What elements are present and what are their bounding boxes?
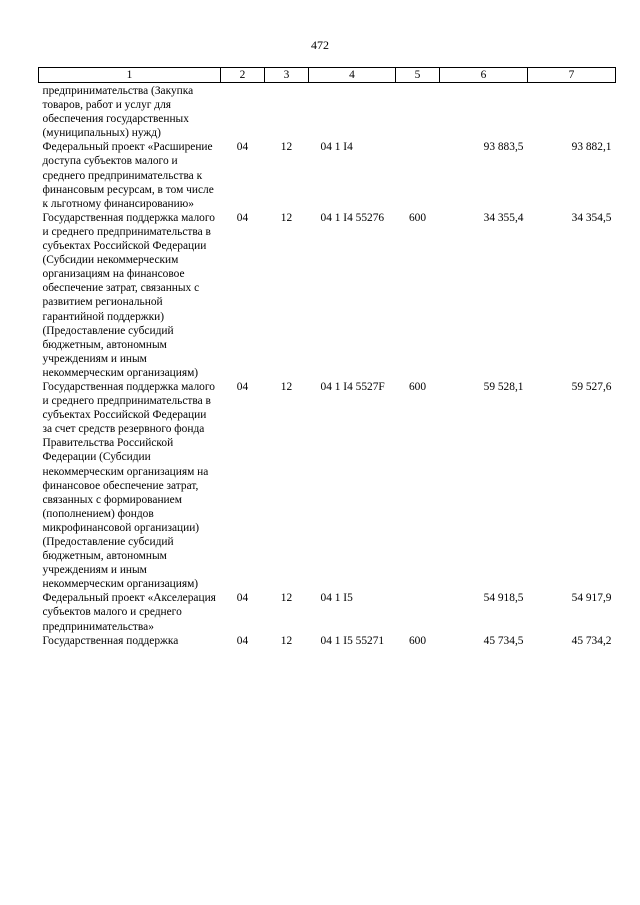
row-amount-actual [528,83,616,141]
row-section: 04 [236,634,249,647]
row-target-article: 04 1 I5 55271 [320,634,385,647]
row-name: Государственная поддержка малого и среднего предпринимательства в субъектах Российской Федерации (Субсидии некоммерческим организациям на финансовое обеспечение затрат, связанных с развитием региональной гарантийной поддержки) (Предоставление субсидий бюджетным, автономным учреждениям и иным некоммерческим организациям) [42,211,215,379]
row-amount-actual: 93 882,1 [571,141,612,154]
table-header-row [39,68,616,83]
row-name: Государственная поддержка [42,634,179,647]
row-name: предпринимательства (Закупка товаров, работ и услуг для обеспечения государственных (муниципальных) нужд) [42,85,194,140]
row-section: 04 [236,380,249,393]
row-name: Федеральный проект «Акселерация субъектов малого и среднего предпринимательства» [42,592,216,633]
column-header: 5 [396,68,440,83]
column-header: 6 [440,68,528,83]
table-row [39,380,616,591]
row-expense-type [396,83,440,141]
table-row [39,83,616,141]
row-amount-plan: 45 734,5 [483,634,524,647]
row-expense-type [396,591,440,633]
row-amount-plan: 93 883,5 [483,141,524,154]
row-subsection: 12 [280,592,293,605]
column-header: 7 [528,68,616,83]
row-subsection: 12 [280,141,293,154]
row-subsection: 12 [280,634,293,647]
row-target-article: 04 1 I4 5527F [320,380,385,393]
row-section [221,83,265,141]
budget-table [38,67,616,648]
row-expense-type [396,140,440,210]
row-amount-actual: 54 917,9 [571,592,612,605]
row-subsection: 12 [280,211,293,224]
table-row [39,140,616,210]
row-amount-actual: 59 527,6 [571,380,612,393]
row-section: 04 [236,592,249,605]
row-section: 04 [236,211,249,224]
row-target-article: 04 1 I5 [320,592,353,605]
row-target-article: 04 1 I4 [320,141,353,154]
row-name: Федеральный проект «Расширение доступа субъектов малого и среднего предпринимательства к финансовым ресурсам, в том числе к льготному финансированию» [42,141,214,210]
row-amount-plan: 59 528,1 [483,380,524,393]
row-target-article [309,83,396,141]
table-row [39,211,616,380]
table-row [39,634,616,648]
row-amount-actual: 34 354,5 [571,211,612,224]
column-header: 2 [221,68,265,83]
row-amount-plan: 34 355,4 [483,211,524,224]
row-expense-type: 600 [408,380,427,393]
row-name: Государственная поддержка малого и среднего предпринимательства в субъектах Российской Федерации за счет средств резервного фонда Правительства Российской Федерации (Субсидии некоммерческим организациям на финансовое обеспечение затрат, связанных с формированием (пополнением) фондов микрофинансовой организации) (Предоставление субсидий бюджетным, автономным учреждениям и иным некоммерческим организациям) [42,380,215,591]
column-header: 1 [39,68,221,83]
row-subsection: 12 [280,380,293,393]
page-number: 472 [311,38,329,52]
column-header: 4 [309,68,396,83]
column-header: 3 [265,68,309,83]
row-amount-actual: 45 734,2 [571,634,612,647]
row-subsection [265,83,309,141]
row-expense-type: 600 [408,634,427,647]
row-amount-plan [440,83,528,141]
row-target-article: 04 1 I4 55276 [320,211,385,224]
row-section: 04 [236,141,249,154]
row-amount-plan: 54 918,5 [483,592,524,605]
row-expense-type: 600 [408,211,427,224]
table-row [39,591,616,633]
